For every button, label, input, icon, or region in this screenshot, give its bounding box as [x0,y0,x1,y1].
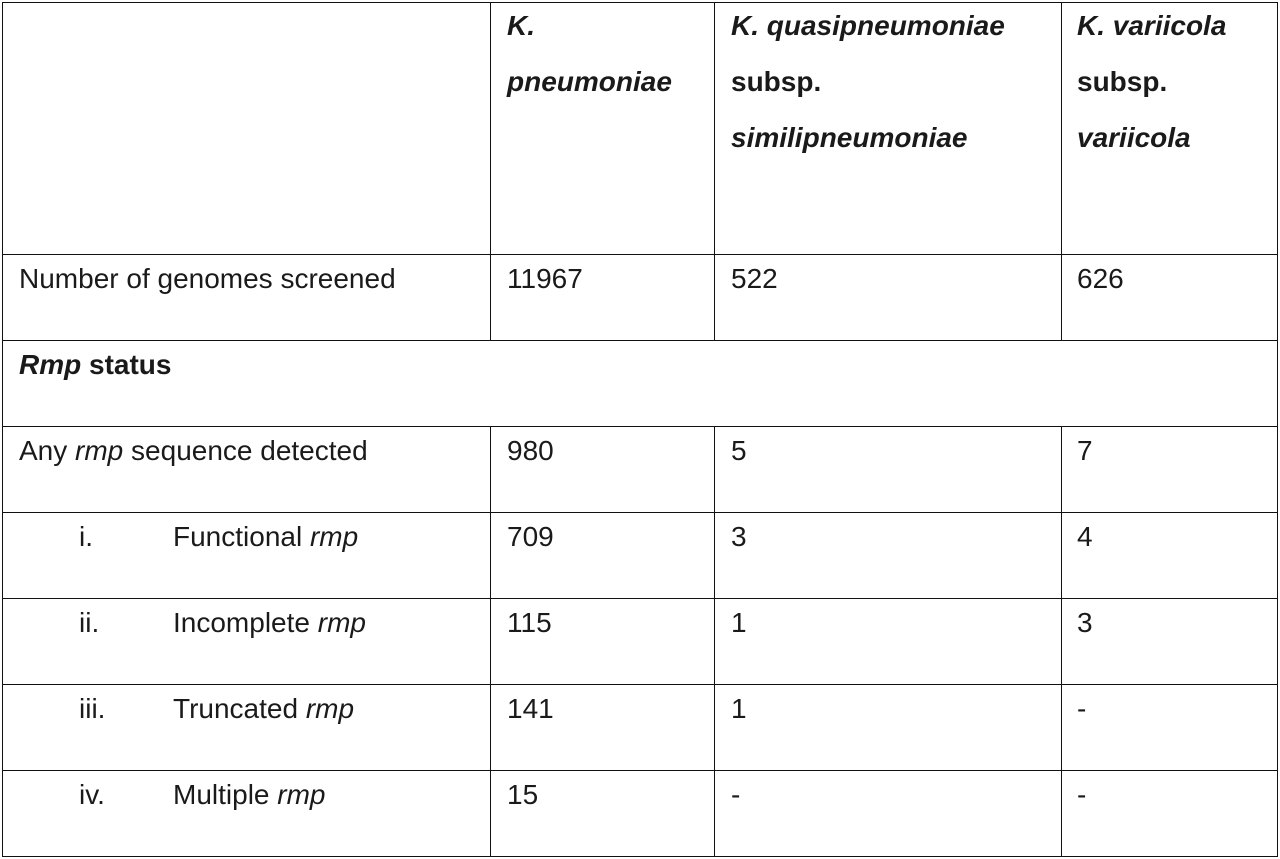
cell-value: 1 [731,693,747,724]
label-text: Truncated [173,693,306,724]
cell-value: 626 [1077,263,1124,294]
header-line: similipneumoniae [731,122,968,153]
header-k-variicola [1077,12,1226,180]
cell-value: 141 [507,693,554,724]
header-line: subsp. [731,66,822,97]
column-divider [714,2,715,341]
label-italic: rmp [305,693,355,724]
column-divider [490,2,491,341]
cell-value: 3 [731,521,747,552]
label-text: Multiple [173,779,278,810]
header-line: K. quasipneumoniae [731,10,1005,41]
cell-value: 3 [1077,607,1093,638]
column-divider [1061,426,1062,857]
header-line: subsp. [1077,66,1168,97]
header-k-quasipneumoniae [731,12,1005,180]
label-italic: rmp [309,521,359,552]
header-line: variicola [1077,122,1191,153]
cell-value: 5 [731,435,747,466]
section-heading-italic: Rmp [19,349,82,380]
label-italic: rmp [317,607,366,638]
cell-value: 15 [507,779,539,810]
cell-value: - [1077,693,1087,724]
row-divider [2,426,1278,427]
label-italic: rmp [75,435,124,466]
column-divider [1061,2,1062,341]
row-divider [2,254,1278,255]
row-divider [2,340,1278,341]
label-text: Any [19,435,76,466]
column-divider [714,426,715,857]
cell-value: 1 [731,607,747,638]
row-label: Number of genomes screened [19,263,396,294]
row-label [173,609,366,637]
cell-value: 709 [507,521,554,552]
table-border-right [1277,2,1278,857]
label-text: Functional [173,521,310,552]
cell-value: 115 [507,607,552,638]
cell-value: - [731,779,741,810]
cell-value: 11967 [507,263,583,294]
row-label [173,781,326,809]
table-border-bottom [2,856,1278,857]
row-divider [2,512,1278,513]
row-label [173,695,354,723]
label-text: sequence detected [123,435,368,466]
row-label [19,437,368,465]
label-italic: rmp [277,779,326,810]
header-line: K. variicola [1077,10,1227,41]
row-divider [2,770,1278,771]
section-heading-text: status [81,349,172,380]
row-number: ii. [79,607,100,638]
cell-value: 980 [507,435,554,466]
table-border-top [2,2,1278,3]
cell-value: 7 [1077,435,1093,466]
table-border-left [2,2,3,857]
row-number: i. [79,521,93,552]
label-text: Incomplete [173,607,318,638]
column-divider [490,426,491,857]
cell-value: - [1077,779,1087,810]
cell-value: 522 [731,263,778,294]
row-number: iii. [79,693,106,724]
header-k-pneumoniae [507,12,672,124]
header-line: pneumoniae [507,66,672,97]
row-label [173,523,358,551]
header-line: K. [507,10,535,41]
row-number: iv. [79,779,105,810]
section-heading [19,351,171,379]
cell-value: 4 [1077,521,1093,552]
row-divider [2,684,1278,685]
row-divider [2,598,1278,599]
